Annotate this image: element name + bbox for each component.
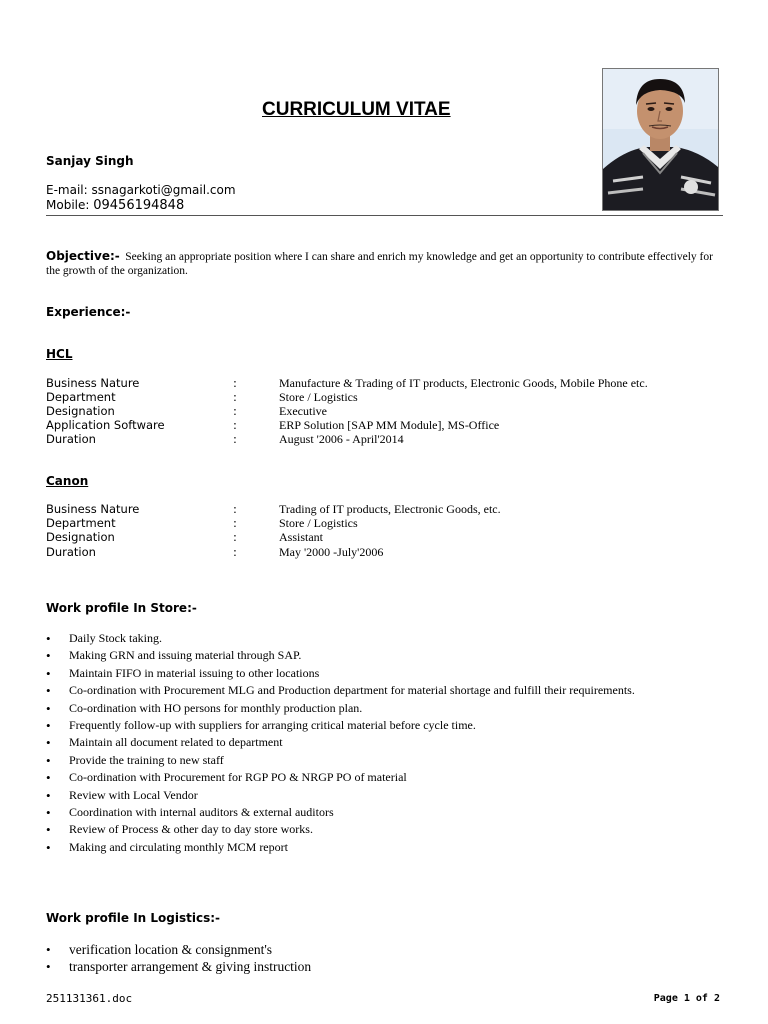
list-item: • Making and circulating monthly MCM report: [46, 839, 635, 856]
info-value: August '2006 - April'2014: [279, 432, 404, 446]
info-key: Designation: [46, 530, 115, 544]
info-colon: :: [233, 404, 237, 418]
email-line: [46, 183, 236, 197]
document-title: CURRICULUM VITAE: [262, 99, 451, 120]
list-item: • verification location & consignment's: [46, 941, 311, 958]
mobile-line: [46, 198, 184, 213]
objective-label: Objective:-: [46, 249, 120, 263]
logistics-profile-heading: Work profile In Logistics:-: [46, 911, 221, 925]
info-row: [46, 390, 726, 404]
info-row: [46, 432, 726, 446]
company-name-canon: Canon: [46, 474, 89, 488]
store-profile-list: [46, 630, 635, 856]
info-key: Department: [46, 516, 116, 530]
info-value: May '2000 -July'2006: [279, 545, 384, 559]
footer-page-number: Page 1 of 2: [653, 993, 720, 1004]
info-key: Duration: [46, 545, 96, 559]
list-item: • Maintain FIFO in material issuing to other locations: [46, 665, 635, 682]
info-colon: :: [233, 545, 237, 559]
info-colon: :: [233, 516, 237, 530]
info-value: Store / Logistics: [279, 390, 358, 404]
info-value: Assistant: [279, 530, 324, 544]
store-profile-heading: Work profile In Store:-: [46, 601, 197, 615]
candidate-name: Sanjay Singh: [46, 154, 134, 168]
info-value: Manufacture & Trading of IT products, Electronic Goods, Mobile Phone etc.: [279, 376, 648, 390]
footer-filename: 251131361.doc: [46, 992, 133, 1005]
list-item: • Co-ordination with Procurement MLG and Production department for material shortage and fulfill their requirements.: [46, 682, 635, 699]
info-row: [46, 516, 726, 530]
list-item: • Provide the training to new staff: [46, 752, 635, 769]
list-item: • transporter arrangement & giving instruction: [46, 958, 311, 975]
list-item: • Review of Process & other day to day store works.: [46, 821, 635, 838]
info-key: Application Software: [46, 418, 165, 432]
email-address: ssnagarkoti@gmail.com: [91, 183, 236, 197]
list-item: • Daily Stock taking.: [46, 630, 635, 647]
info-colon: :: [233, 418, 237, 432]
profile-photo-image: [603, 69, 718, 210]
info-row: [46, 404, 726, 418]
header-divider: [46, 215, 723, 216]
info-key: Department: [46, 390, 116, 404]
info-value: Executive: [279, 404, 327, 418]
info-colon: :: [233, 390, 237, 404]
info-colon: :: [233, 376, 237, 390]
experience-heading: Experience:-: [46, 305, 131, 319]
list-item: • Co-ordination with HO persons for monthly production plan.: [46, 700, 635, 717]
profile-photo: [602, 68, 719, 211]
info-key: Designation: [46, 404, 115, 418]
list-item: • Making GRN and issuing material through SAP.: [46, 647, 635, 664]
info-value: Trading of IT products, Electronic Goods, etc.: [279, 502, 501, 516]
email-label: E-mail:: [46, 183, 92, 197]
objective-text: Seeking an appropriate position where I can share and enrich my knowledge and get an opportunity to contribute effectively for the growth of the organization.: [46, 251, 713, 277]
logistics-profile-list: [46, 941, 311, 975]
info-key: Duration: [46, 432, 96, 446]
info-colon: :: [233, 502, 237, 516]
info-row: [46, 530, 726, 544]
info-colon: :: [233, 432, 237, 446]
info-key: Business Nature: [46, 376, 140, 390]
mobile-number: 09456194848: [93, 198, 185, 213]
objective-section: [46, 249, 716, 278]
info-row: [46, 502, 726, 516]
list-item: • Frequently follow-up with suppliers for arranging critical material before cycle time.: [46, 717, 635, 734]
info-colon: :: [233, 530, 237, 544]
info-row: [46, 418, 726, 432]
mobile-label: Mobile:: [46, 198, 94, 212]
company-name-hcl: HCL: [46, 347, 73, 361]
list-item: • Review with Local Vendor: [46, 787, 635, 804]
list-item: • Co-ordination with Procurement for RGP PO & NRGP PO of material: [46, 769, 635, 786]
list-item: • Maintain all document related to department: [46, 734, 635, 751]
info-value: ERP Solution [SAP MM Module], MS-Office: [279, 418, 500, 432]
info-row: [46, 545, 726, 559]
info-key: Business Nature: [46, 502, 140, 516]
info-row: [46, 376, 726, 390]
list-item: • Coordination with internal auditors & external auditors: [46, 804, 635, 821]
info-value: Store / Logistics: [279, 516, 358, 530]
